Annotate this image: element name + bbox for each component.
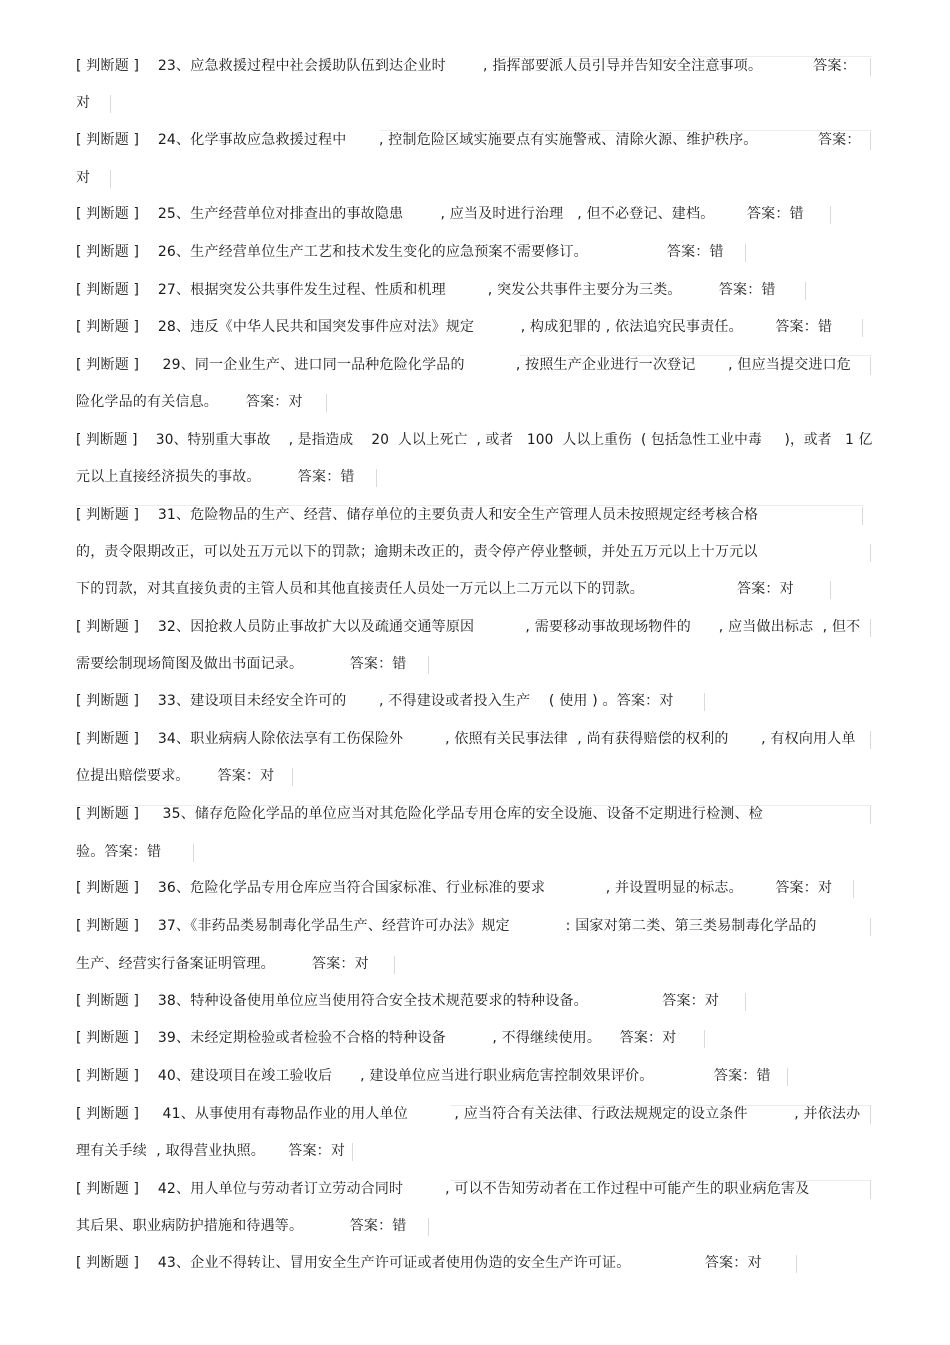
question-32-line-1: [ 判断题 ] 32、因抢救人员防止事故扩大以及疏通交通等原因 , 需要移动事故现场物件的 , 应当做出标志 , 但不 — [76, 619, 861, 635]
question-24-line-1: [ 判断题 ] 24、化学事故应急救援过程中 , 控制危险区域实施要点有实施警戒、清除火源、维护秩序。 答案： — [76, 132, 861, 148]
question-42-line-1: [ 判断题 ] 42、用人单位与劳动者订立劳动合同时 , 可以不告知劳动者在工作过程中可能产生的职业病危害及 — [76, 1181, 810, 1197]
question-29-line-1: [ 判断题 ] 29、同一企业生产、进口同一品种危险化学品的 , 按照生产企业进行一次登记 , 但应当提交进口危 — [76, 357, 851, 373]
margin-tick — [704, 693, 705, 711]
question-30-line-2: 元以上直接经济损失的事故。 答案：错 — [76, 469, 355, 485]
question-36-line-1: [ 判断题 ] 36、危险化学品专用仓库应当符合国家标准、行业标准的要求 , 并设置明显的标志。 答案：对 — [76, 880, 833, 896]
margin-tick — [870, 806, 871, 824]
margin-tick — [110, 95, 111, 113]
question-31-line-3: 下的罚款，对其直接负责的主管人员和其他直接责任人员处一万元以上二万元以下的罚款。 答案：对 — [76, 581, 794, 597]
margin-tick — [862, 507, 863, 525]
question-37-line-1: [ 判断题 ] 37、《非药品类易制毒化学品生产、经营许可办法》规定 : 国家对第二类、第三类易制毒化学品的 — [76, 918, 817, 934]
margin-tick — [870, 58, 871, 76]
margin-tick — [745, 244, 746, 262]
question-34-line-2: 位提出赔偿要求。 答案：对 — [76, 768, 275, 784]
question-35-line-1: [ 判断题 ] 35、储存危险化学品的单位应当对其危险化学品专用仓库的安全设施、设备不定期进行检测、检 — [76, 806, 763, 822]
question-35-line-2: 验。答案：错 — [76, 844, 162, 860]
margin-tick — [830, 206, 831, 224]
question-33-line-1: [ 判断题 ] 33、建设项目未经安全许可的 , 不得建设或者投入生产 ( 使用 ) 。答案：对 — [76, 693, 674, 709]
margin-tick — [830, 581, 831, 599]
margin-tick — [326, 394, 327, 412]
margin-tick — [376, 469, 377, 487]
margin-tick — [352, 1143, 353, 1161]
question-27-line-1: [ 判断题 ] 27、根据突发公共事件发生过程、性质和机理 , 突发公共事件主要分为三类。 答案：错 — [76, 282, 776, 298]
margin-tick — [870, 1181, 871, 1199]
margin-tick — [394, 956, 395, 974]
margin-tick — [292, 768, 293, 786]
margin-tick — [745, 993, 746, 1011]
question-29-line-2: 险化学品的有关信息。 答案：对 — [76, 394, 303, 410]
margin-tick — [193, 844, 194, 862]
question-43-line-1: [ 判断题 ] 43、企业不得转让、冒用安全生产许可证或者使用伪造的安全生产许可证。 答案：对 — [76, 1255, 762, 1271]
question-32-line-2: 需要绘制现场简图及做出书面记录。 答案：错 — [76, 656, 407, 672]
question-31-line-2: 的，责令限期改正，可以处五万元以下的罚款；逾期未改正的，责令停产停业整顿，并处五万元以上十万元以 — [76, 544, 758, 560]
question-30-line-1: [ 判断题 ] 30、特别重大事故 , 是指造成 20 人以上死亡 , 或者 100 人以上重伤 ( 包括急性工业中毒 )，或者 1 亿 — [76, 432, 873, 448]
margin-tick — [870, 1106, 871, 1124]
question-42-line-2: 其后果、职业病防护措施和待遇等。 答案：错 — [76, 1218, 407, 1234]
margin-tick — [870, 918, 871, 936]
question-41-line-1: [ 判断题 ] 41、从事使用有毒物品作业的用人单位 , 应当符合有关法律、行政法规规定的设立条件 , 并依法办 — [76, 1106, 861, 1122]
question-24-line-2: 对 — [76, 170, 91, 186]
margin-tick — [870, 357, 871, 375]
margin-tick — [862, 319, 863, 337]
question-26-line-1: [ 判断题 ] 26、生产经营单位生产工艺和技术发生变化的应急预案不需要修订。 答案：错 — [76, 244, 724, 260]
question-23-line-1: [ 判断题 ] 23、应急救援过程中社会援助队伍到达企业时 , 指挥部要派人员引导并告知安全注意事项。 答案： — [76, 58, 856, 74]
question-25-line-1: [ 判断题 ] 25、生产经营单位对排查出的事故隐患 , 应当及时进行治理 , 但不必登记、建档。 答案：错 — [76, 206, 804, 222]
margin-tick — [870, 132, 871, 150]
margin-tick — [428, 1218, 429, 1236]
question-28-line-1: [ 判断题 ] 28、违反《中华人民共和国突发事件应对法》规定 , 构成犯罪的 , 依法追究民事责任。 答案：错 — [76, 319, 833, 335]
question-41-line-2: 理有关手续 , 取得营业执照。 答案：对 — [76, 1143, 346, 1159]
margin-tick — [110, 170, 111, 188]
question-31-line-1: [ 判断题 ] 31、危险物品的生产、经营、储存单位的主要负责人和安全生产管理人员未按照规定经考核合格 — [76, 507, 759, 523]
margin-tick — [428, 656, 429, 674]
margin-tick — [787, 1068, 788, 1086]
margin-tick — [805, 282, 806, 300]
question-23-line-2: 对 — [76, 95, 91, 111]
question-37-line-2: 生产、经营实行备案证明管理。 答案：对 — [76, 956, 369, 972]
margin-tick — [870, 731, 871, 749]
margin-tick — [870, 544, 871, 562]
question-38-line-1: [ 判断题 ] 38、特种设备使用单位应当使用符合安全技术规范要求的特种设备。 答案：对 — [76, 993, 720, 1009]
margin-tick — [853, 880, 854, 898]
margin-tick — [704, 1030, 705, 1048]
margin-tick — [870, 619, 871, 637]
question-40-line-1: [ 判断题 ] 40、建设项目在竣工验收后 , 建设单位应当进行职业病危害控制效果评价。 答案：错 — [76, 1068, 771, 1084]
margin-tick — [796, 1255, 797, 1273]
question-39-line-1: [ 判断题 ] 39、未经定期检验或者检验不合格的特种设备 , 不得继续使用。 答案：对 — [76, 1030, 677, 1046]
question-34-line-1: [ 判断题 ] 34、职业病病人除依法享有工伤保险外 , 依照有关民事法律 , 尚有获得赔偿的权利的 , 有权向用人单 — [76, 731, 856, 747]
